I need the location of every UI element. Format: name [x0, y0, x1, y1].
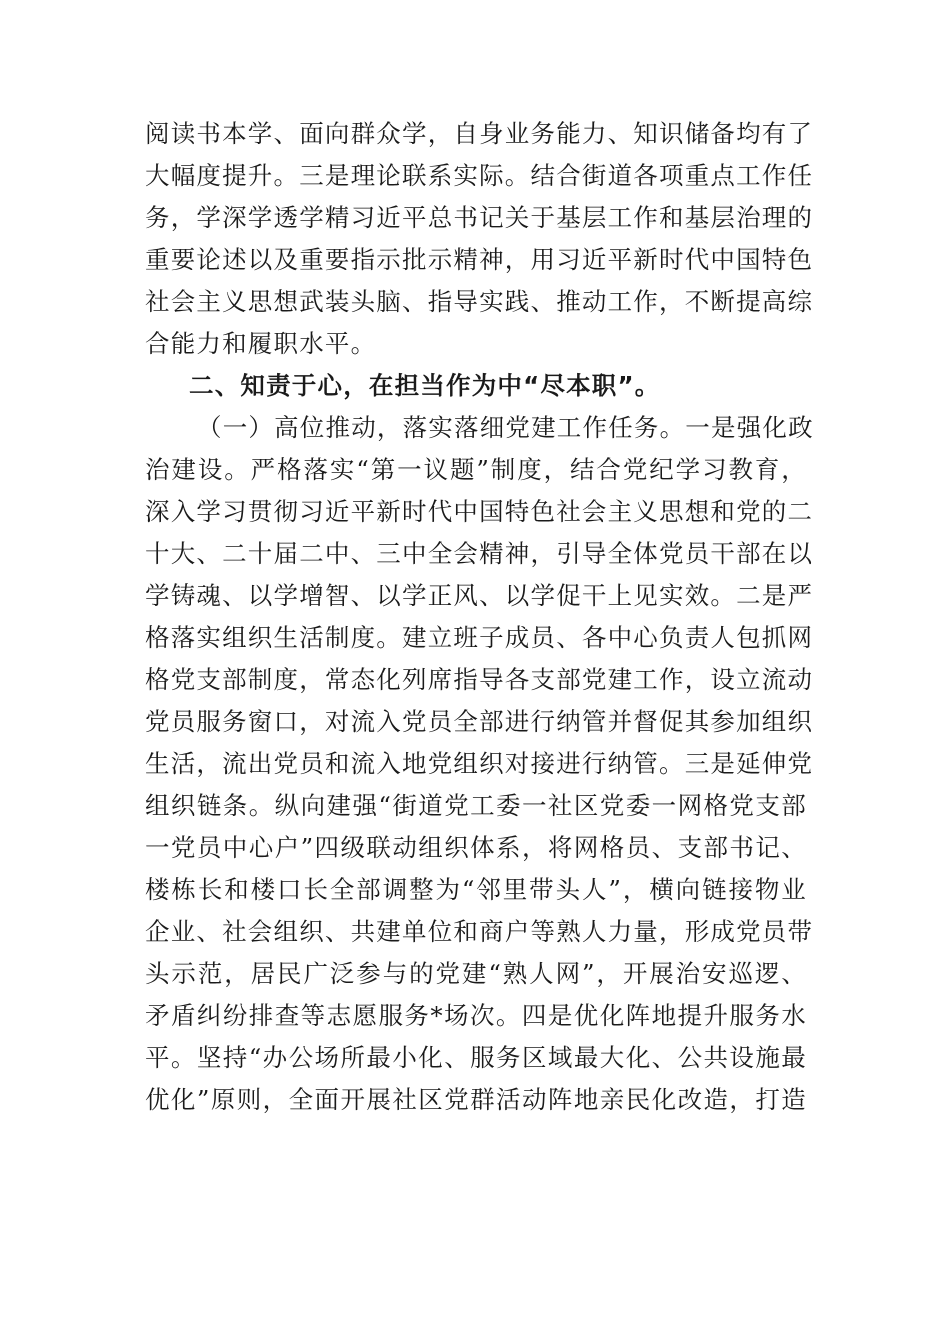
paragraph-line: 重要论述以及重要指示批示精神，用习近平新时代中国特色 — [145, 245, 814, 274]
paragraph-line: 学铸魂、以学增智、以学正风、以学促干上见实效。二是严 — [145, 581, 814, 610]
document-page — [145, 113, 814, 1121]
paragraph-line: 十大、二十届二中、三中全会精神，引导全体党员干部在以 — [145, 539, 814, 568]
paragraph-line: 阅读书本学、面向群众学，自身业务能力、知识储备均有了 — [145, 119, 814, 148]
paragraph-line: 党员服务窗口，对流入党员全部进行纳管并督促其参加组织 — [145, 707, 814, 736]
section-heading: 二、知责于心，在担当作为中“尽本职”。 — [189, 371, 661, 400]
paragraph-line: 平。坚持“办公场所最小化、服务区域最大化、公共设施最 — [145, 1043, 807, 1072]
paragraph-line: 深入学习贯彻习近平新时代中国特色社会主义思想和党的二 — [145, 497, 814, 526]
paragraph-line: 生活，流出党员和流入地党组织对接进行纳管。三是延伸党 — [145, 749, 814, 778]
paragraph-line: 格党支部制度，常态化列席指导各支部党建工作，设立流动 — [145, 665, 814, 694]
paragraph-line: 组织链条。纵向建强“街道党工委一社区党委一网格党支部 — [145, 791, 807, 820]
paragraph-line: 企业、社会组织、共建单位和商户等熟人力量，形成党员带 — [145, 917, 814, 946]
paragraph-line: 优化”原则，全面开展社区党群活动阵地亲民化改造，打造 — [145, 1085, 807, 1114]
paragraph-line: 楼栋长和楼口长全部调整为“邻里带头人”，横向链接物业 — [145, 875, 807, 904]
paragraph-line: 格落实组织生活制度。建立班子成员、各中心负责人包抓网 — [145, 623, 814, 652]
paragraph-line: 大幅度提升。三是理论联系实际。结合街道各项重点工作任 — [145, 161, 814, 190]
subsection-heading-line: （一）高位推动，落实落细党建工作任务。一是强化政 — [197, 413, 814, 442]
paragraph-line: 一党员中心户”四级联动组织体系，将网格员、支部书记、 — [145, 833, 807, 862]
paragraph-line: 合能力和履职水平。 — [145, 329, 377, 358]
paragraph-line: 治建设。严格落实“第一议题”制度，结合党纪学习教育， — [145, 455, 807, 484]
paragraph-line: 社会主义思想武装头脑、指导实践、推动工作，不断提高综 — [145, 287, 814, 316]
paragraph-line: 务，学深学透学精习近平总书记关于基层工作和基层治理的 — [145, 203, 814, 232]
paragraph-line: 头示范，居民广泛参与的党建“熟人网”，开展治安巡逻、 — [145, 959, 807, 988]
paragraph-line: 矛盾纠纷排查等志愿服务*场次。四是优化阵地提升服务水 — [145, 1001, 807, 1030]
